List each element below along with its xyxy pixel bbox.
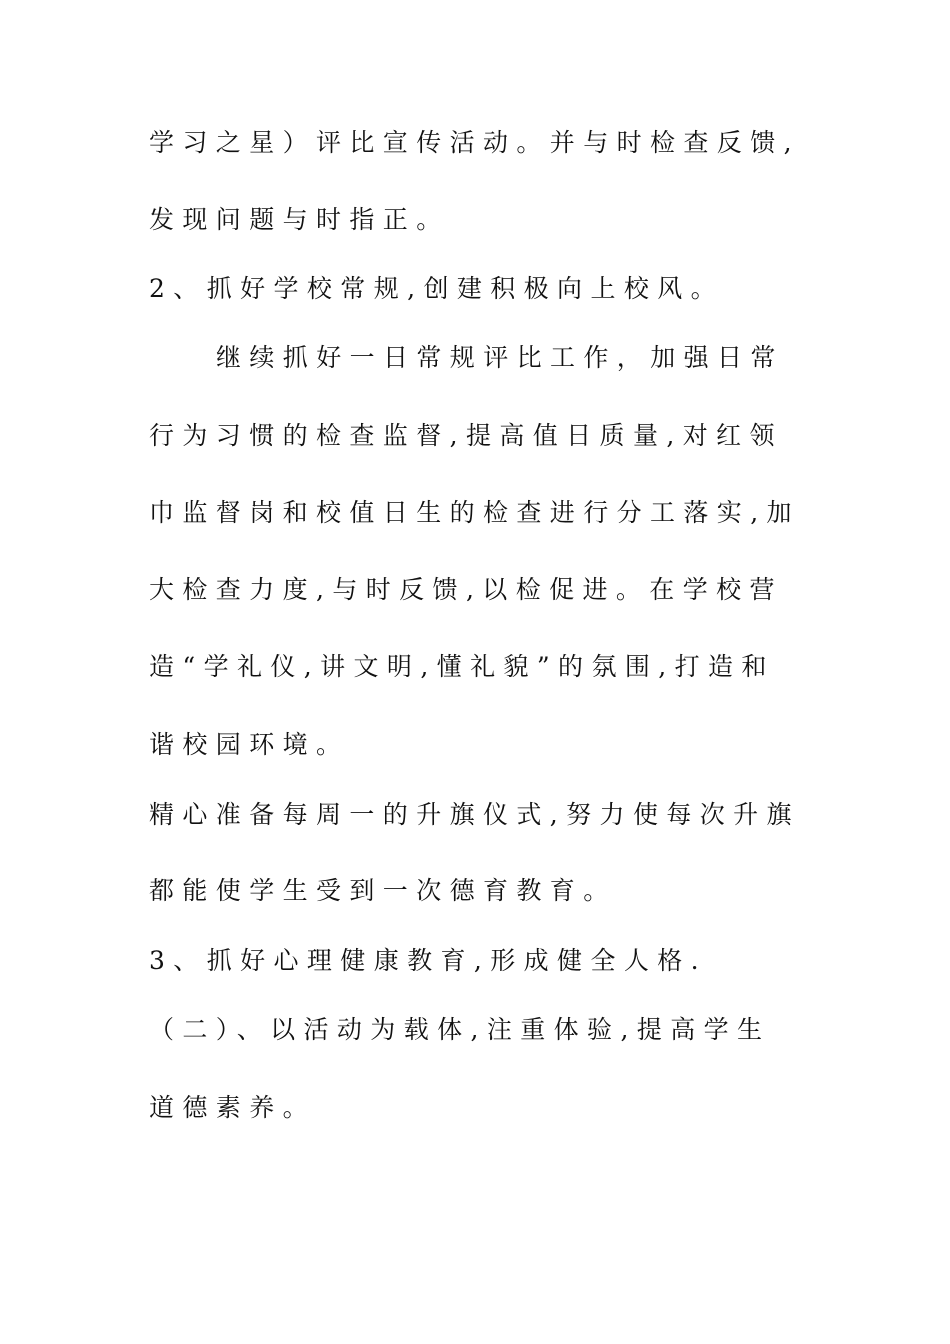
- section-heading: （二）、以活动为载体,注重体验,提高学生: [149, 1015, 771, 1044]
- list-item-heading: 3、抓好心理健康教育,形成健全人格.: [149, 946, 708, 975]
- text-line: 行为习惯的检查监督,提高值日质量,对红领: [149, 421, 783, 450]
- text-line: 精心准备每周一的升旗仪式,努力使每次升旗: [149, 800, 800, 829]
- text-line: 道德素养。: [149, 1093, 317, 1122]
- text-line: 发现问题与时指正。: [149, 205, 450, 234]
- text-line: 造“学礼仪,讲文明,懂礼貌”的氛围,打造和: [149, 652, 775, 681]
- text-line: 巾监督岗和校值日生的检查进行分工落实,加: [149, 498, 800, 527]
- text-line: 都能使学生受到一次德育教育。: [149, 876, 617, 905]
- text-line: 谐校园环境。: [149, 730, 350, 759]
- paragraph-first-line: 继续抓好一日常规评比工作，加强日常: [216, 343, 784, 372]
- text-line: 学习之星）评比宣传活动。并与时检查反馈,: [149, 128, 800, 157]
- list-item-heading: 2、抓好学校常规,创建积极向上校风。: [149, 274, 725, 303]
- text-line: 大检查力度,与时反馈,以检促进。在学校营: [149, 575, 783, 604]
